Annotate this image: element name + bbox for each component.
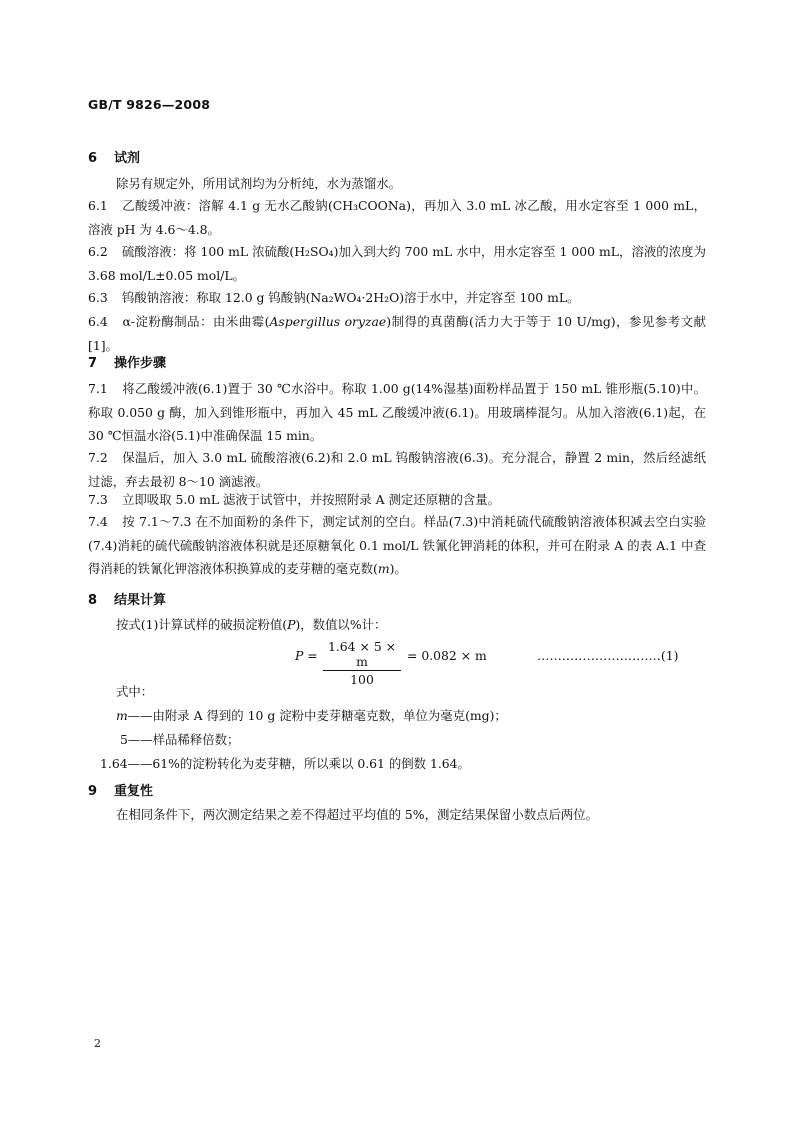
clause-6-4: [88, 310, 706, 357]
standard-number: GB/T 9826—2008: [88, 97, 211, 112]
definition-m: [116, 706, 507, 724]
formula-lhs-text: P =: [295, 648, 318, 663]
sec6-intro: 除另有规定外，所用试剂均为分析纯，水为蒸馏水。: [116, 176, 401, 191]
clause-text: 将乙酸缓冲液(6.1)置于 30 ℃水浴中。称取 1.00 g(14%湿基)面粉样品置于 150 mL 锥形瓶(5.10)中。称取 0.050 g 酶，加入到锥形瓶中，再加入 45 mL 乙酸缓冲液(6.1)。用玻璃棒混匀。从加入溶液(6.1)起，在 30 ℃恒温水浴(5.1)中准确保温 15 min。: [88, 381, 706, 443]
formula-fraction: [323, 639, 401, 687]
clause-6-2: [88, 240, 706, 287]
definition-5: [120, 730, 239, 748]
clause-number: 6.1: [88, 198, 108, 213]
clause-number: 7.3: [88, 492, 108, 507]
clause-number: 6.2: [88, 244, 108, 259]
section-7-heading: [88, 352, 166, 371]
intro-text: 按式(1)计算试样的破损淀粉值(: [116, 617, 288, 632]
sec8-intro: [116, 613, 706, 637]
clause-6-3: [88, 286, 706, 310]
def-text: ——61%的淀粉转化为麦芽糖，所以乘以 0.61 的倒数 1.64。: [127, 756, 470, 771]
clause-7-4: [88, 510, 706, 581]
section-number: 6: [88, 151, 98, 166]
clause-number: 6.4: [88, 314, 108, 329]
section-number: 8: [88, 593, 98, 608]
clause-text: 硫酸溶液：将 100 mL 浓硫酸(H₂SO₄)加入到大约 700 mL 水中，用水定容至 1 000 mL，溶液的浓度为 3.68 mol/L±0.05 mol/L。: [88, 244, 706, 283]
intro-text-cont: )，数值以%计：: [295, 617, 387, 632]
section-9-heading: [88, 780, 153, 799]
def-symbol: 5: [120, 732, 128, 747]
clause-text: 钨酸钠溶液：称取 12.0 g 钨酸钠(Na₂WO₄·2H₂O)溶于水中，并定容至 100 mL。: [121, 290, 580, 305]
sec9-text: 在相同条件下，两次测定结果之差不得超过平均值的 5%，测定结果保留小数点后两位。: [116, 807, 599, 822]
formula-numerator: 1.64 × 5 × m: [323, 639, 401, 671]
organism-name: Aspergillus oryzae: [269, 314, 387, 329]
section-title: 重复性: [114, 784, 154, 799]
page-number: 2: [94, 1037, 101, 1050]
section-number: 9: [88, 784, 98, 799]
section-title: 结果计算: [114, 593, 167, 608]
symbol-m: m: [377, 561, 390, 576]
clause-number: 7.2: [88, 450, 108, 465]
def-text: ——样品稀释倍数；: [127, 732, 240, 747]
clause-number: 7.4: [88, 514, 108, 529]
section-6-heading: [88, 147, 140, 166]
formula-lhs: [295, 648, 318, 663]
def-text: ——由附录 A 得到的 10 g 淀粉中麦芽糖毫克数，单位为毫克(mg)；: [127, 708, 507, 723]
section-title: 操作步骤: [114, 356, 167, 371]
clause-text: α-淀粉酶制品：由米曲霉(: [122, 314, 270, 329]
section-title: 试剂: [114, 151, 141, 166]
formula-denominator: 100: [350, 672, 374, 687]
section-8-heading: [88, 589, 166, 608]
clause-number: 7.1: [88, 381, 108, 396]
equation-number: …………………………(1): [537, 648, 679, 663]
clause-text: 乙酸缓冲液：溶解 4.1 g 无水乙酸钠(CH₃COONa)，再加入 3.0 mL 冰乙酸，用水定容至 1 000 mL，溶液 pH 为 4.6～4.8。: [88, 198, 706, 237]
clause-text: 按 7.1～7.3 在不加面粉的条件下，测定试剂的空白。样品(7.3)中消耗硫代硫酸钠溶液体积减去空白实验(7.4)消耗的硫代硫酸钠溶液体积就是还原糖氧化 0.1 mol/L 铁氰化钾消耗的体积，并可在附录 A 的表 A.1 中查得消耗的铁氰化钾溶液体积换算成的麦芽糖的毫克数(: [88, 514, 706, 576]
def-symbol: m: [116, 708, 128, 723]
formula-1: [295, 639, 715, 687]
symbol-P: P: [287, 617, 296, 632]
clause-7-2: [88, 446, 706, 493]
clause-text: 保温后，加入 3.0 mL 硫酸溶液(6.2)和 2.0 mL 钨酸钠溶液(6.3)。充分混合，静置 2 min，然后经滤纸过滤，弃去最初 8～10 滴滤液。: [88, 450, 706, 489]
clause-7-1: [88, 377, 706, 448]
clause-text-cont: )。: [389, 561, 407, 576]
clause-text: 立即吸取 5.0 mL 滤液于试管中，并按照附录 A 测定还原糖的含量。: [121, 492, 501, 507]
formula-rhs: = 0.082 × m: [407, 648, 487, 663]
clause-text-cont: )制得的真菌酶(活力大于等于 10 U/mg)，参见参考文献[1]。: [88, 314, 706, 353]
clause-7-3: [88, 488, 706, 512]
section-number: 7: [88, 356, 98, 371]
clause-6-1: [88, 194, 706, 241]
where-label: 式中：: [116, 684, 154, 699]
def-symbol: 1.64: [100, 756, 128, 771]
clause-number: 6.3: [88, 290, 108, 305]
definition-1-64: [100, 754, 470, 772]
